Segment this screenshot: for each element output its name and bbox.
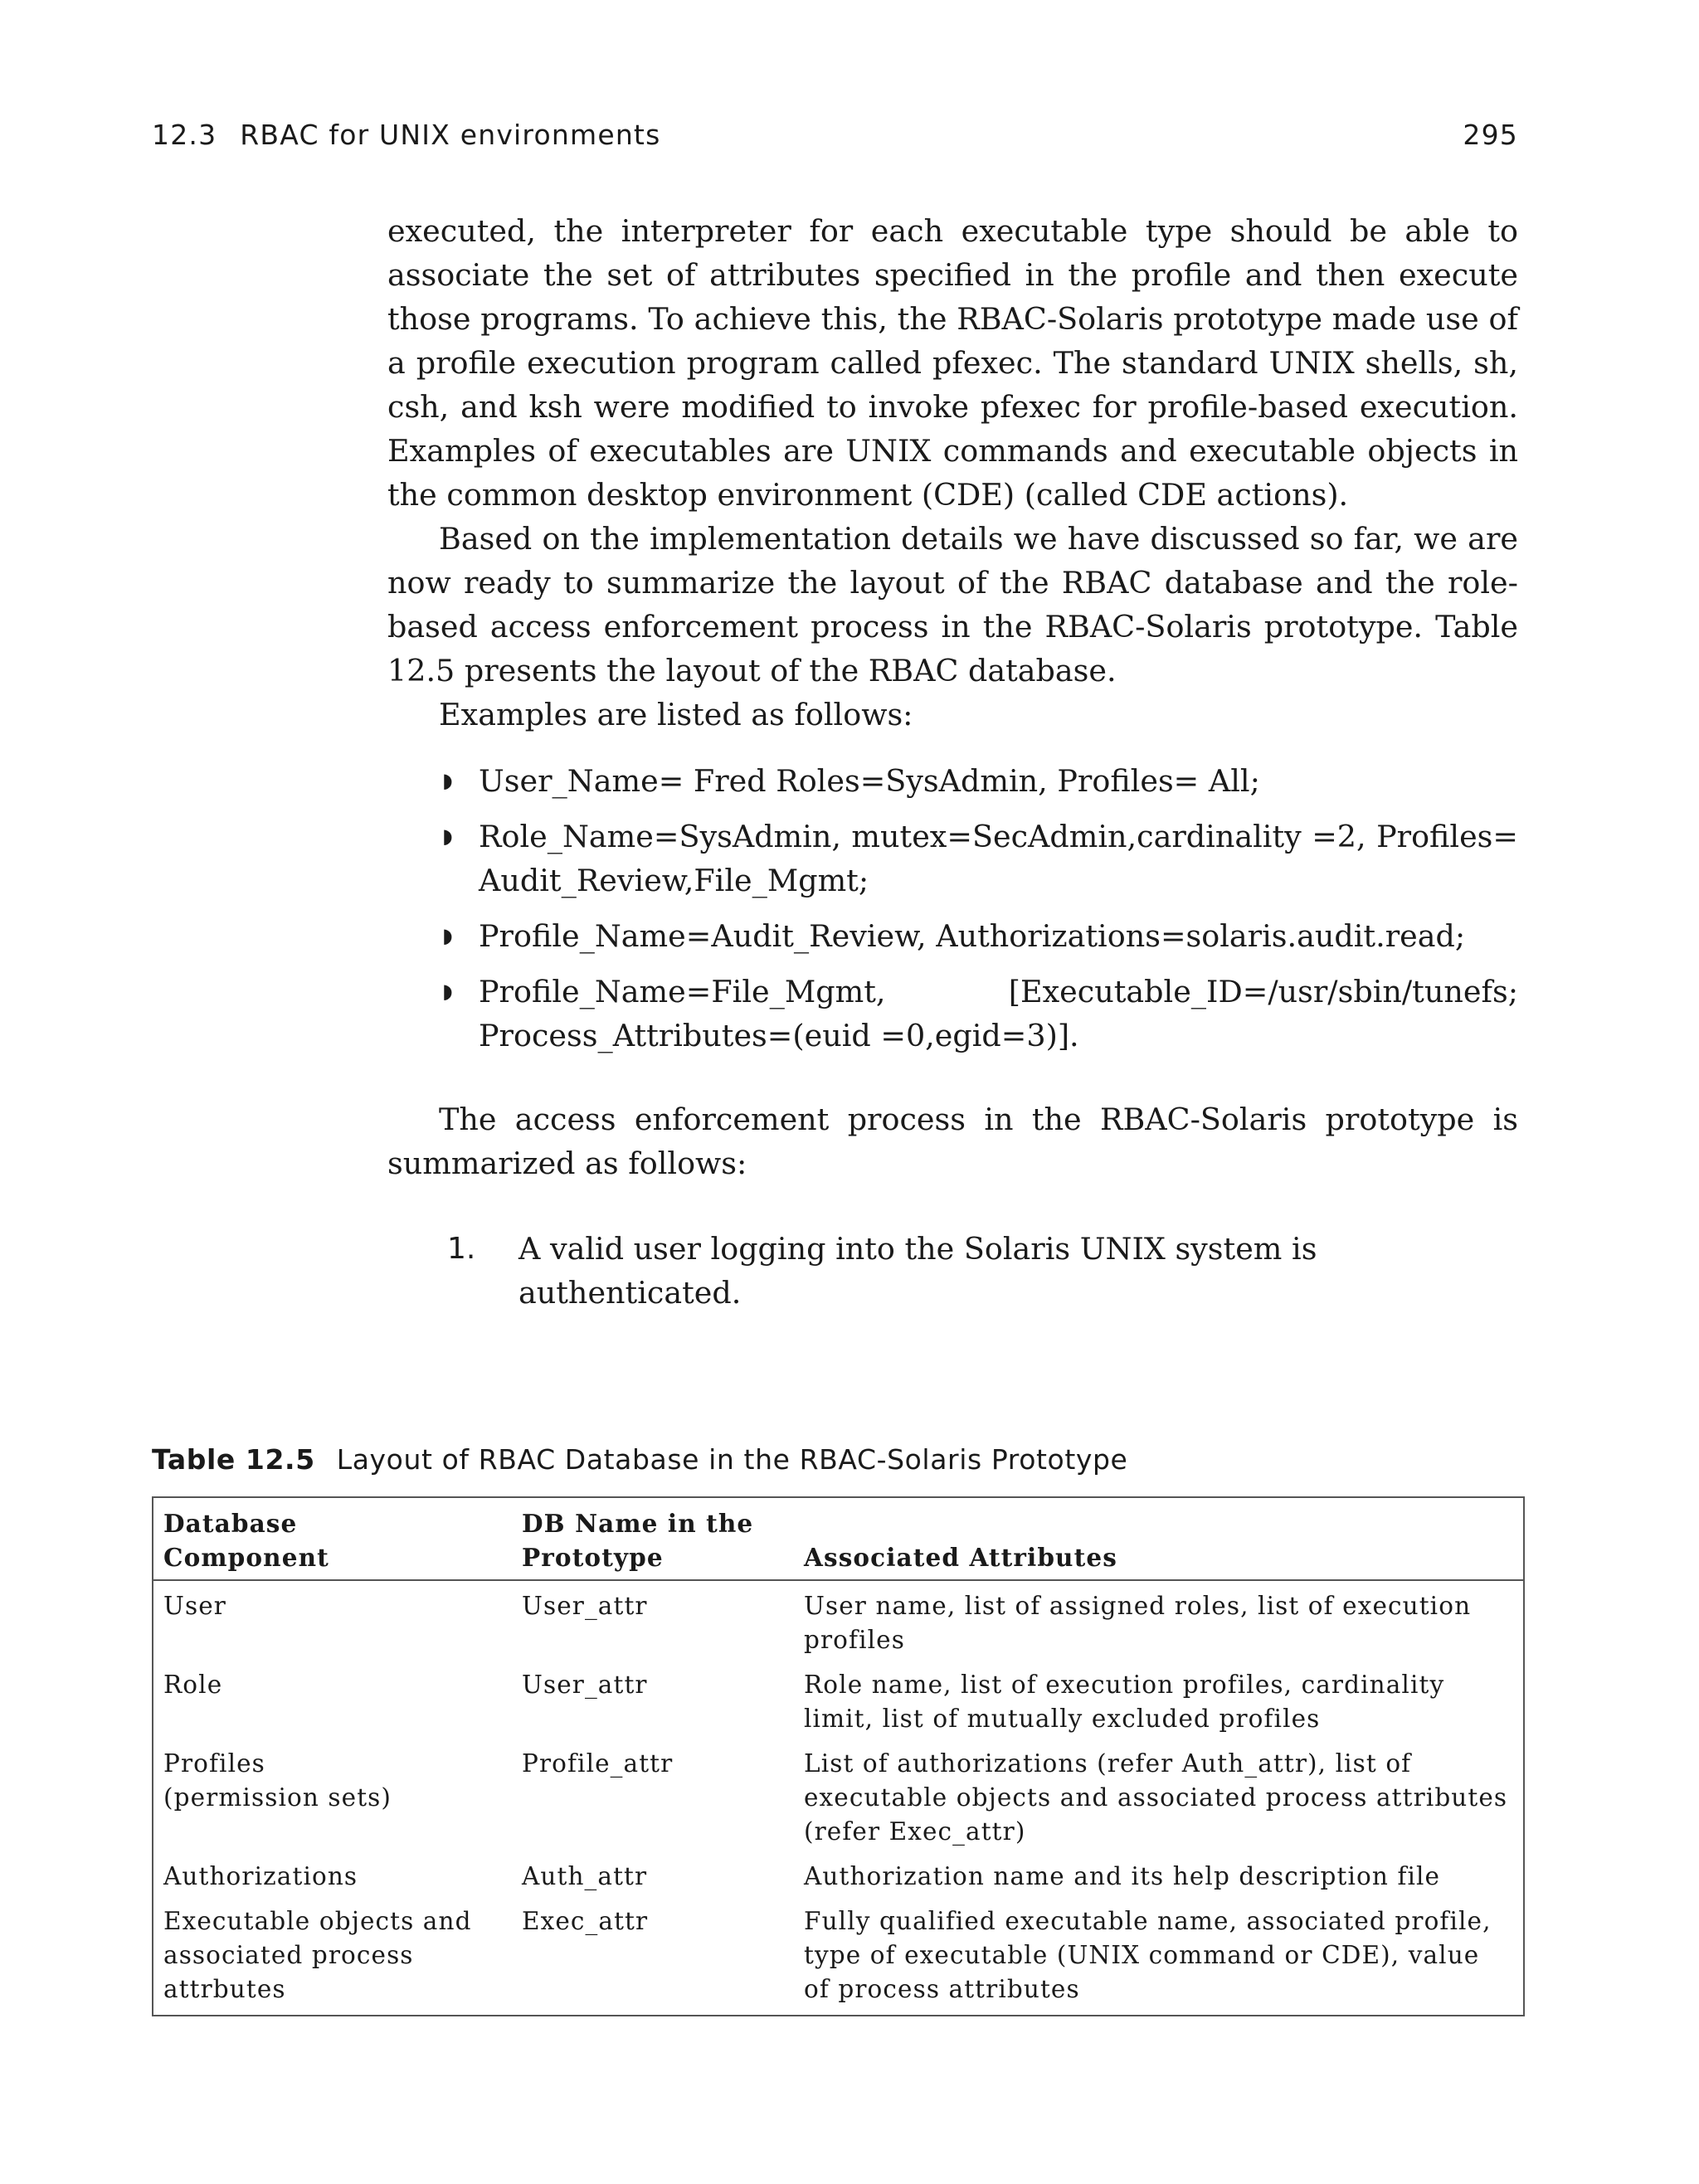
table-caption xyxy=(152,1443,1518,1476)
step-number: 1. xyxy=(447,1232,476,1266)
rbac-database-table xyxy=(152,1496,1525,2016)
paragraph-summary: Based on the implementation details we have discussed so far, we are now ready to summarize the layout of the RBAC database and the role-based access enforcement process in the RBAC-Solaris prototype. Table 12.5 presents the layout of the RBAC database. xyxy=(387,521,1518,688)
step-item xyxy=(447,1227,1518,1315)
table-row xyxy=(153,1857,1524,1902)
cell-attributes: Fully qualified executable name, associated profile, type of executable (UNIX command or CDE), value of process attributes xyxy=(804,1907,1492,2003)
table-title: Layout of RBAC Database in the RBAC-Solaris Prototype xyxy=(336,1443,1128,1476)
steps-list xyxy=(387,1227,1518,1315)
header-associated-attributes: Associated Attributes xyxy=(794,1497,1524,1580)
table-row xyxy=(153,1580,1524,1666)
cell-attributes: List of authorizations (refer Auth_attr), list of executable objects and associated process attributes (refer Exec_attr) xyxy=(804,1749,1508,1846)
section-number: 12.3 xyxy=(152,119,217,151)
examples-list xyxy=(387,759,1518,1058)
cell-db-name: Auth_attr xyxy=(522,1862,648,1890)
cell-db-name: User_attr xyxy=(522,1671,648,1699)
table-row xyxy=(153,1666,1524,1744)
cell-component: Executable objects and associated process attrbutes xyxy=(163,1907,472,2003)
step-text: A valid user logging into the Solaris UNIX system is authenticated. xyxy=(518,1231,1317,1311)
paragraph-examples-intro: Examples are listed as follows: xyxy=(439,697,913,732)
paragraph-continued: executed, the interpreter for each executable type should be able to associate the set of attributes specified in the profile and then execute those programs. To achieve this, the RBAC-Solaris prototype made use of a profile execution program called pfexec. The standard UNIX shells, sh, csh, and ksh were modified to invoke pfexec for profile-based execution. Examples of executables are UNIX commands and executable objects in the common desktop environment (CDE) (called CDE actions). xyxy=(387,213,1518,513)
cell-db-name: Profile_attr xyxy=(522,1749,674,1778)
bullet-icon: ◗ xyxy=(442,824,453,848)
cell-component: Authorizations xyxy=(163,1862,358,1890)
example-text: Profile_Name=File_Mgmt, [Executable_ID=/usr/sbin/tunefs; Process_Attributes=(euid =0,egid=3)]. xyxy=(479,974,1518,1053)
list-item xyxy=(439,815,1518,902)
table-row xyxy=(153,1744,1524,1857)
example-text: Profile_Name=Audit_Review, Authorizations=solaris.audit.read; xyxy=(479,918,1466,954)
section-heading xyxy=(152,119,660,151)
table-row xyxy=(153,1902,1524,2016)
section-title: RBAC for UNIX environments xyxy=(240,119,661,151)
list-item xyxy=(439,759,1518,803)
running-head xyxy=(152,119,1518,151)
bullet-icon: ◗ xyxy=(442,980,453,1003)
bullet-icon: ◗ xyxy=(442,924,453,947)
body-text xyxy=(387,209,1518,1315)
table-label: Table 12.5 xyxy=(152,1443,315,1476)
list-item xyxy=(439,970,1518,1058)
cell-attributes: User name, list of assigned roles, list of execution profiles xyxy=(804,1592,1472,1654)
example-text: User_Name= Fred Roles=SysAdmin, Profiles= All; xyxy=(479,763,1260,799)
cell-db-name: Exec_attr xyxy=(522,1907,649,1935)
page-number: 295 xyxy=(1463,119,1518,151)
example-text: Role_Name=SysAdmin, mutex=SecAdmin,cardinality =2, Profiles= Audit_Review,File_Mgmt; xyxy=(479,819,1518,898)
paragraph-enforcement: The access enforcement process in the RBAC-Solaris prototype is summarized as follows: xyxy=(387,1102,1518,1181)
header-db-name: DB Name in the Prototype xyxy=(512,1497,794,1580)
cell-db-name: User_attr xyxy=(522,1592,648,1620)
cell-component: Profiles (permission sets) xyxy=(163,1749,392,1812)
header-database-component: Database Component xyxy=(153,1497,512,1580)
cell-attributes: Role name, list of execution profiles, cardinality limit, list of mutually excluded profiles xyxy=(804,1671,1445,1733)
table-header-row xyxy=(153,1497,1524,1580)
cell-component: User xyxy=(163,1592,226,1620)
cell-attributes: Authorization name and its help description file xyxy=(804,1862,1441,1890)
bullet-icon: ◗ xyxy=(442,769,453,792)
cell-component: Role xyxy=(163,1671,223,1699)
list-item xyxy=(439,914,1518,958)
